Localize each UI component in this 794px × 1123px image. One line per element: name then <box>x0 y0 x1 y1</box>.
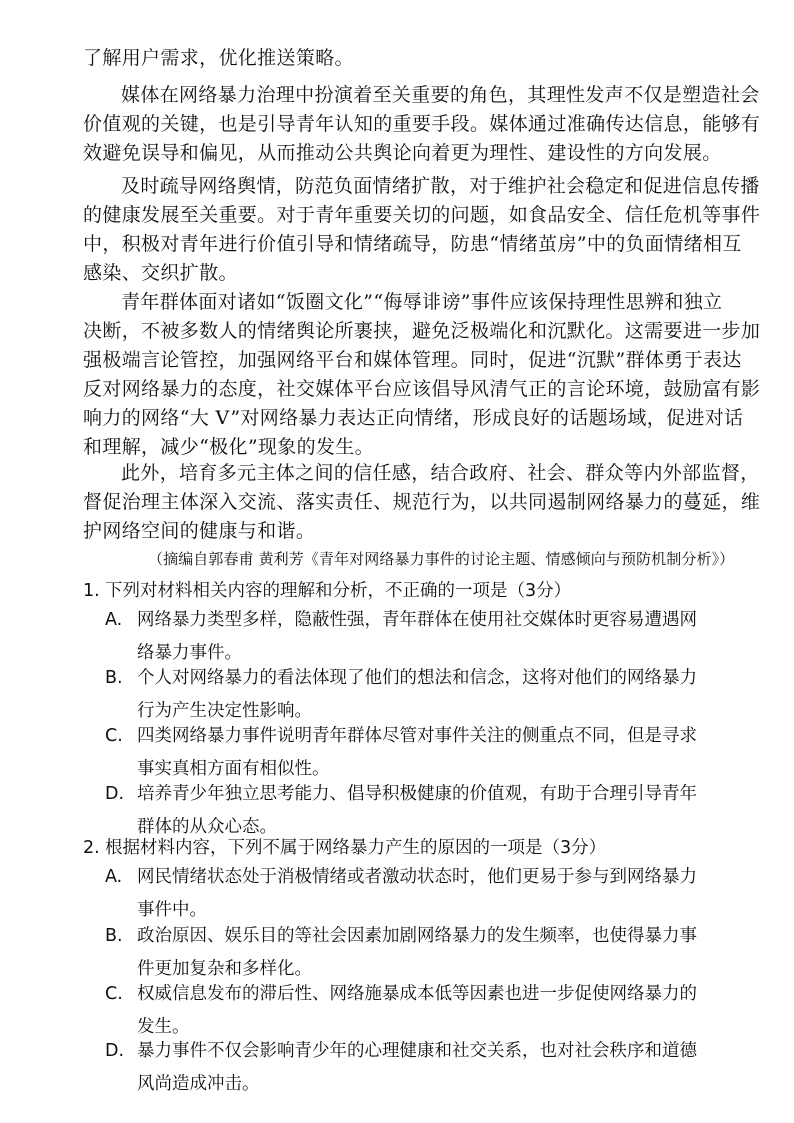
option-line: 事件中。 <box>137 900 207 920</box>
option-text <box>137 1035 752 1101</box>
passage-paragraph-1 <box>83 44 743 73</box>
option-line: 政治原因、娱乐目的等社会因素加剧网络暴力的发生频率，也使得暴力事 <box>137 926 697 946</box>
passage-line: 护网络空间的健康与和谐。 <box>83 520 316 542</box>
option-text <box>137 662 752 728</box>
passage-paragraph-5 <box>83 459 761 546</box>
question-1 <box>83 578 753 837</box>
option-letter: D. <box>105 1041 125 1061</box>
option-line: 权威信息发布的滞后性、网络施暴成本低等因素也进一步促使网络暴力的 <box>137 984 697 1004</box>
option-line: 群体的从众心态。 <box>137 817 277 837</box>
option-line: 发生。 <box>137 1017 190 1037</box>
question-number: 2. <box>83 838 100 858</box>
passage-line: 的健康发展至关重要。对于青年重要关切的问题，如食品安全、信任危机等事件 <box>83 204 761 226</box>
passage-line: 响力的网络“大 V”对网络暴力表达正向情绪，形成良好的话题场域，促进对话 <box>83 407 744 429</box>
passage-line: 督促治理主体深入交流、落实责任、规范行为，以共同遏制网络暴力的蔓延，维 <box>83 491 761 513</box>
option-line: 培养青少年独立思考能力、倡导积极健康的价值观，有助于合理引导青年 <box>137 784 697 804</box>
passage-paragraph-4 <box>83 288 761 462</box>
question-stem <box>83 578 753 604</box>
passage-line: 此外，培育多元主体之间的信任感，结合政府、社会、群众等内外部监督， <box>121 462 760 484</box>
option-text <box>137 720 752 786</box>
option-line: 件更加复杂和多样化。 <box>137 959 312 979</box>
option-text <box>137 920 752 986</box>
passage-line: 青年群体面对诸如“饭圈文化”“侮辱诽谤”事件应该保持理性思辨和独立 <box>121 291 723 313</box>
option-letter: C. <box>105 984 123 1004</box>
passage-line: 及时疏导网络舆情，防范负面情绪扩散，对于维护社会稳定和促进信息传播 <box>121 175 760 197</box>
question-number: 1. <box>83 581 100 601</box>
passage-paragraph-3 <box>83 172 761 288</box>
option-line: 风尚造成冲击。 <box>137 1074 260 1094</box>
option-line: 四类网络暴力事件说明青年群体尽管对事件关注的侧重点不同，但是寻求 <box>137 726 697 746</box>
passage-source: （摘编自郭春甫 黄利芳《青年对网络暴力事件的讨论主题、情感倾向与预防机制分析》） <box>148 550 735 568</box>
question-2 <box>83 835 753 1095</box>
option-letter: B. <box>105 668 123 688</box>
option-letter: D. <box>105 784 125 804</box>
passage-line: 和理解，减少“极化”现象的发生。 <box>83 436 375 458</box>
passage-line: 了解用户需求，优化推送策略。 <box>83 47 354 69</box>
passage-line: 反对网络暴力的态度，社交媒体平台应该倡导风清气正的言论环境，鼓励富有影 <box>83 378 761 400</box>
option-line: 个人对网络暴力的看法体现了他们的想法和信念，这将对他们的网络暴力 <box>137 668 697 688</box>
question-stem <box>83 835 753 861</box>
option-letter: A. <box>105 610 123 630</box>
passage-line: 中，积极对青年进行价值引导和情绪疏导，防患“情绪茧房”中的负面情绪相互 <box>83 233 742 255</box>
passage-line: 强极端言论管控，加强网络平台和媒体管理。同时，促进“沉默”群体勇于表达 <box>83 349 742 371</box>
question-text: 根据材料内容，下列不属于网络暴力产生的原因的一项是（3分） <box>105 838 607 858</box>
option-line: 网络暴力类型多样，隐蔽性强，青年群体在使用社交媒体时更容易遭遇网 <box>137 610 697 630</box>
passage-line: 价值观的关键，也是引导青年认知的重要手段。媒体通过准确传达信息，能够有 <box>83 113 761 135</box>
option-text <box>137 604 752 670</box>
passage-line: 感染、交织扩散。 <box>83 262 238 284</box>
passage-line: 媒体在网络暴力治理中扮演着至关重要的角色，其理性发声不仅是塑造社会 <box>121 84 760 106</box>
option-line: 暴力事件不仅会影响青少年的心理健康和社交关系，也对社会秩序和道德 <box>137 1041 697 1061</box>
option-line: 网民情绪状态处于消极情绪或者激动状态时，他们更易于参与到网络暴力 <box>137 867 697 887</box>
option-line: 络暴力事件。 <box>137 643 242 663</box>
passage-line: 效避免误导和偏见，从而推动公共舆论向着更为理性、建设性的方向发展。 <box>83 142 722 164</box>
option-line: 事实真相方面有相似性。 <box>137 759 330 779</box>
option-letter: B. <box>105 926 123 946</box>
passage-paragraph-2 <box>83 81 761 168</box>
option-letter: A. <box>105 867 123 887</box>
passage-line: 决断，不被多数人的情绪舆论所裹挟，避免泛极端化和沉默化。这需要进一步加 <box>83 320 761 342</box>
question-text: 下列对材料相关内容的理解和分析，不正确的一项是（3分） <box>105 581 572 601</box>
option-line: 行为产生决定性影响。 <box>137 701 312 721</box>
option-text <box>137 861 752 927</box>
option-letter: C. <box>105 726 123 746</box>
